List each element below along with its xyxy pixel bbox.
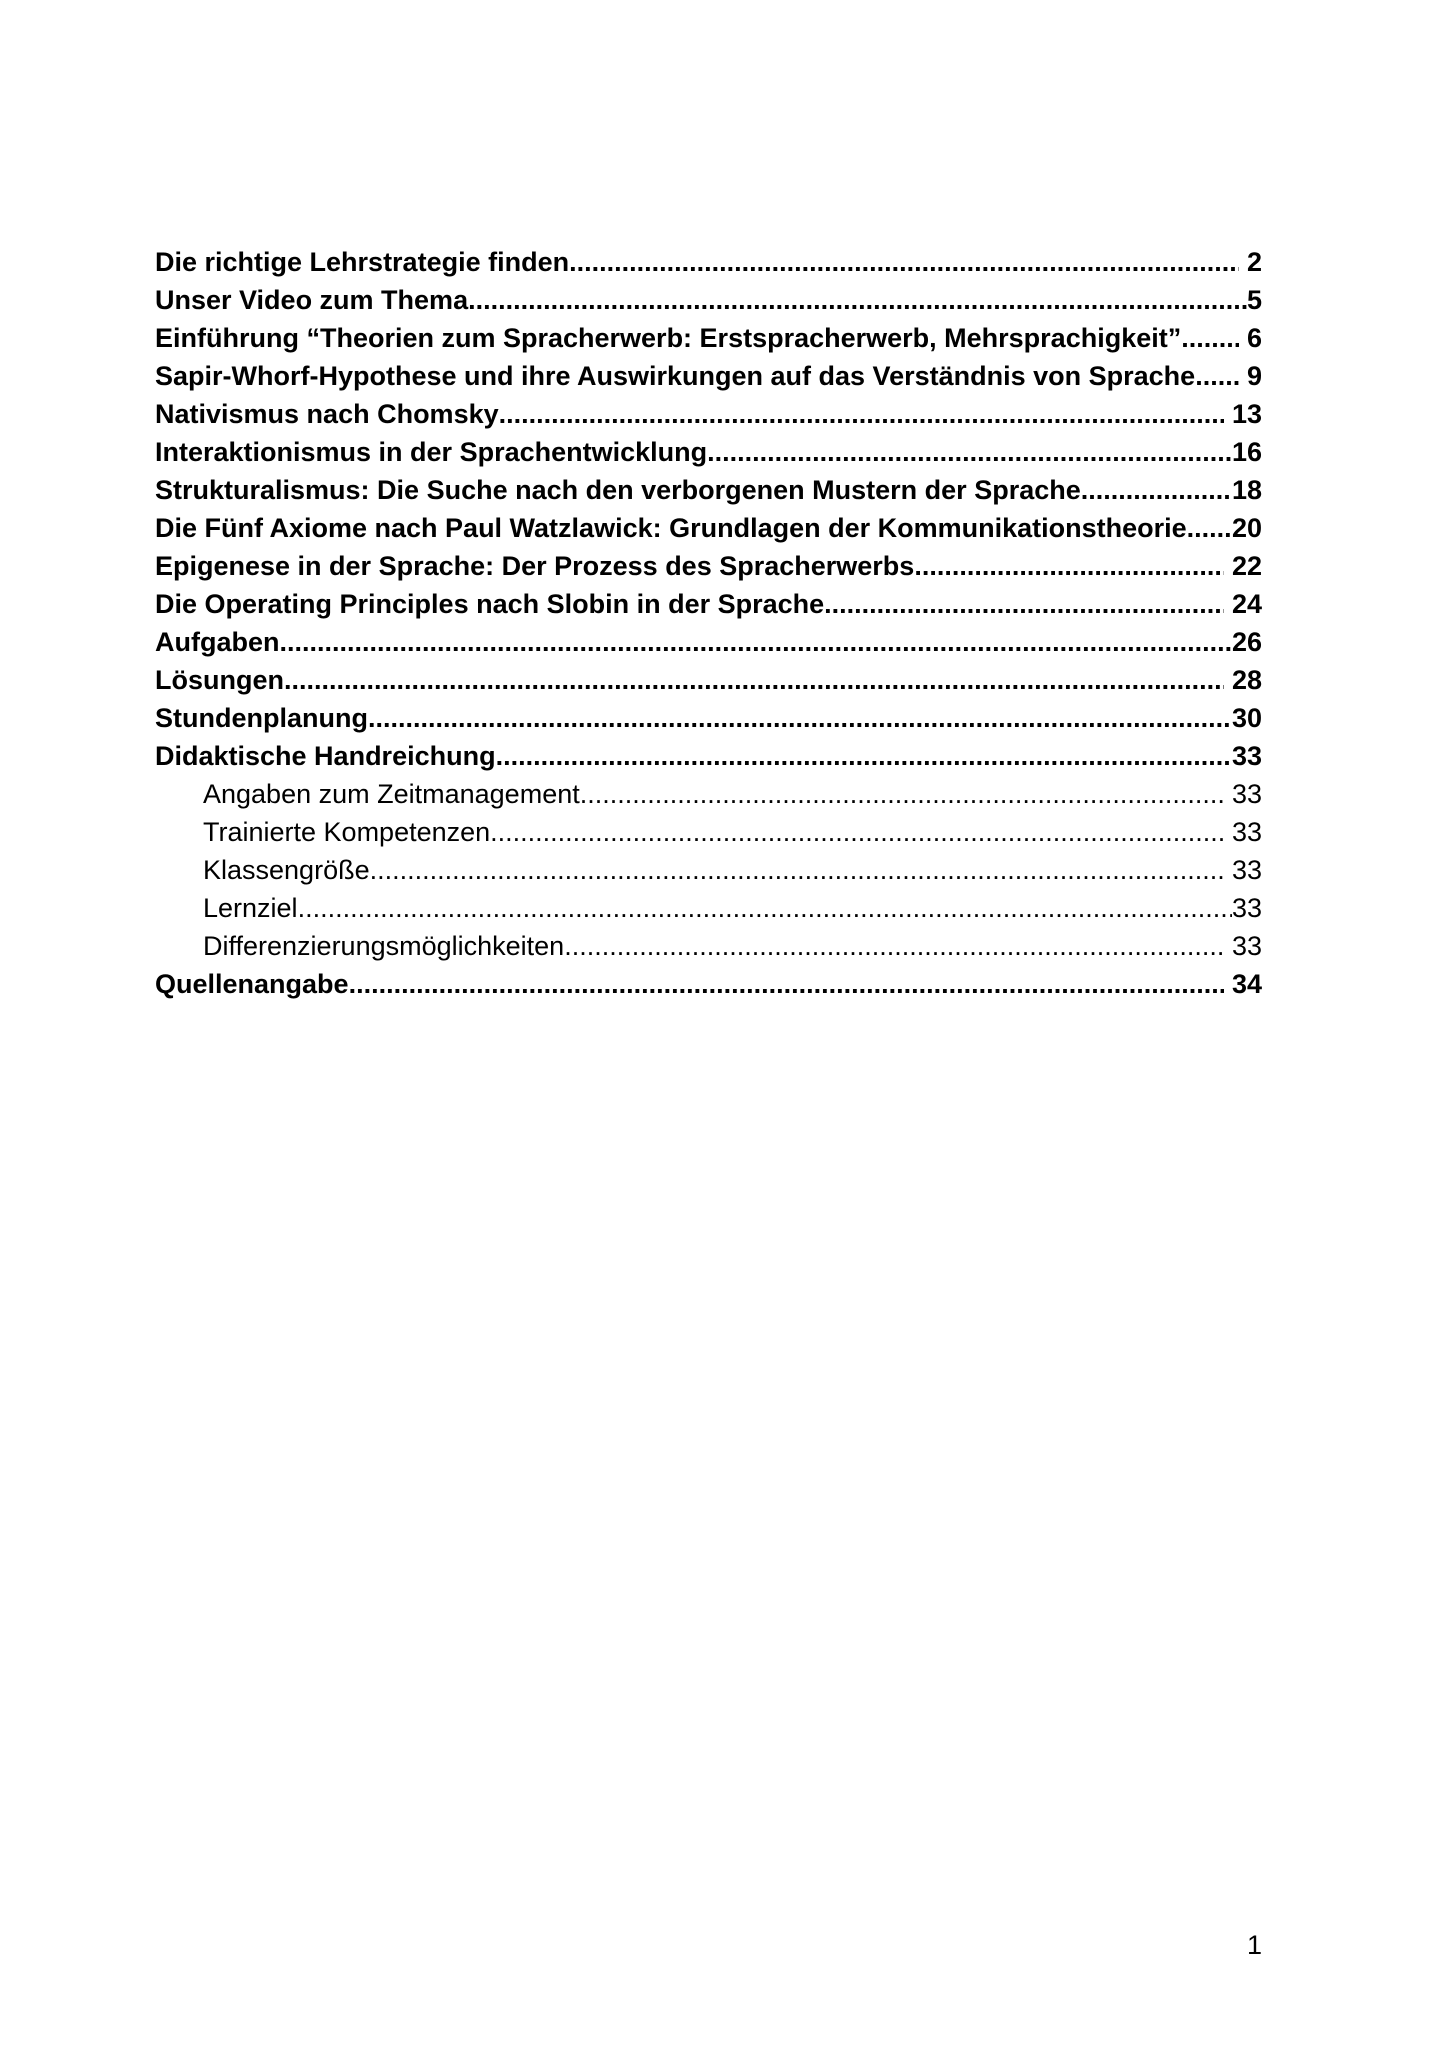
- dot-leader: [1195, 357, 1239, 395]
- toc-entry[interactable]: [155, 433, 1262, 471]
- toc-entry-page-number: 28: [1224, 665, 1262, 695]
- toc-entry-title: Die Operating Principles nach Slobin in der Sprache: [155, 589, 825, 619]
- toc-entry-title: Die Fünf Axiome nach Paul Watzlawick: Grundlagen der Kommunikationstheorie: [155, 513, 1187, 543]
- toc-entry[interactable]: [155, 319, 1262, 357]
- toc-entry-title: Lösungen: [155, 665, 284, 695]
- dot-leader: [914, 547, 1224, 585]
- toc-entry-page-number: 33: [1231, 741, 1262, 771]
- dot-leader: [284, 661, 1224, 699]
- toc-entry-page-number: 9: [1239, 361, 1262, 391]
- dot-leader: [1181, 319, 1239, 357]
- footer-page-number: 1: [1246, 1930, 1262, 1960]
- toc-entry-title: Angaben zum Zeitmanagement: [203, 779, 580, 809]
- toc-entry[interactable]: [155, 623, 1262, 661]
- table-of-contents: [155, 243, 1262, 1003]
- toc-entry[interactable]: [155, 547, 1262, 585]
- toc-entry-page-number: 5: [1246, 285, 1262, 315]
- toc-entry-title: Quellenangabe: [155, 969, 349, 999]
- toc-entry-page-number: 6: [1239, 323, 1262, 353]
- dot-leader: [707, 433, 1232, 471]
- toc-entry[interactable]: [155, 471, 1262, 509]
- toc-entry-page-number: 13: [1224, 399, 1262, 429]
- toc-entry[interactable]: [155, 699, 1262, 737]
- dot-leader: [496, 737, 1232, 775]
- toc-entry-page-number: 33: [1224, 779, 1262, 809]
- toc-entry[interactable]: [155, 395, 1262, 433]
- toc-entry[interactable]: [155, 281, 1262, 319]
- toc-entry-page-number: 16: [1231, 437, 1262, 467]
- toc-entry-title: Strukturalismus: Die Suche nach den verborgenen Mustern der Sprache: [155, 475, 1081, 505]
- toc-entry-page-number: 22: [1224, 551, 1262, 581]
- toc-entry-title: Differenzierungsmöglichkeiten: [203, 931, 565, 961]
- toc-entry-title: Interaktionismus in der Sprachentwicklung: [155, 437, 708, 467]
- toc-entry[interactable]: [155, 775, 1262, 813]
- toc-entry-page-number: 24: [1224, 589, 1262, 619]
- toc-entry-title: Aufgaben: [155, 627, 280, 657]
- toc-entry-title: Einführung “Theorien zum Spracherwerb: Erstspracherwerb, Mehrsprachigkeit”: [155, 323, 1182, 353]
- dot-leader: [298, 889, 1232, 927]
- toc-entry[interactable]: [155, 585, 1262, 623]
- toc-entry-title: Nativismus nach Chomsky: [155, 399, 499, 429]
- dot-leader: [499, 395, 1225, 433]
- toc-entry-page-number: 20: [1231, 513, 1262, 543]
- toc-entry[interactable]: [155, 889, 1262, 927]
- toc-entry[interactable]: [155, 813, 1262, 851]
- dot-leader: [1187, 509, 1232, 547]
- toc-entry-title: Die richtige Lehrstrategie finden: [155, 247, 570, 277]
- toc-entry-page-number: 2: [1239, 247, 1262, 277]
- toc-entry-page-number: 34: [1224, 969, 1262, 999]
- toc-entry-title: Sapir-Whorf-Hypothese und ihre Auswirkungen auf das Verständnis von Sprache: [155, 361, 1196, 391]
- dot-leader: [368, 699, 1232, 737]
- dot-leader: [824, 585, 1224, 623]
- toc-entry[interactable]: [155, 357, 1262, 395]
- dot-leader: [349, 965, 1225, 1003]
- dot-leader: [580, 775, 1225, 813]
- toc-entry-page-number: 33: [1224, 931, 1262, 961]
- toc-entry[interactable]: [155, 243, 1262, 281]
- toc-entry[interactable]: [155, 509, 1262, 547]
- toc-entry-page-number: 30: [1231, 703, 1262, 733]
- dot-leader: [490, 813, 1224, 851]
- toc-entry-title: Didaktische Handreichung: [155, 741, 496, 771]
- toc-entry[interactable]: [155, 661, 1262, 699]
- toc-entry[interactable]: [155, 965, 1262, 1003]
- dot-leader: [564, 927, 1224, 965]
- toc-entry[interactable]: [155, 927, 1262, 965]
- toc-entry-title: Lernziel: [203, 893, 298, 923]
- dot-leader: [370, 851, 1225, 889]
- toc-entry-page-number: 26: [1231, 627, 1262, 657]
- dot-leader: [280, 623, 1232, 661]
- dot-leader: [1081, 471, 1232, 509]
- toc-entry-title: Klassengröße: [203, 855, 370, 885]
- toc-entry-title: Epigenese in der Sprache: Der Prozess des Spracherwerbs: [155, 551, 915, 581]
- toc-entry-page-number: 33: [1224, 817, 1262, 847]
- toc-entry-page-number: 33: [1224, 855, 1262, 885]
- toc-entry-page-number: 33: [1231, 893, 1262, 923]
- dot-leader: [569, 243, 1239, 281]
- toc-entry[interactable]: [155, 851, 1262, 889]
- toc-entry-title: Trainierte Kompetenzen: [203, 817, 491, 847]
- toc-entry-title: Stundenplanung: [155, 703, 368, 733]
- dot-leader: [468, 281, 1247, 319]
- toc-entry-title: Unser Video zum Thema: [155, 285, 469, 315]
- toc-entry[interactable]: [155, 737, 1262, 775]
- toc-entry-page-number: 18: [1231, 475, 1262, 505]
